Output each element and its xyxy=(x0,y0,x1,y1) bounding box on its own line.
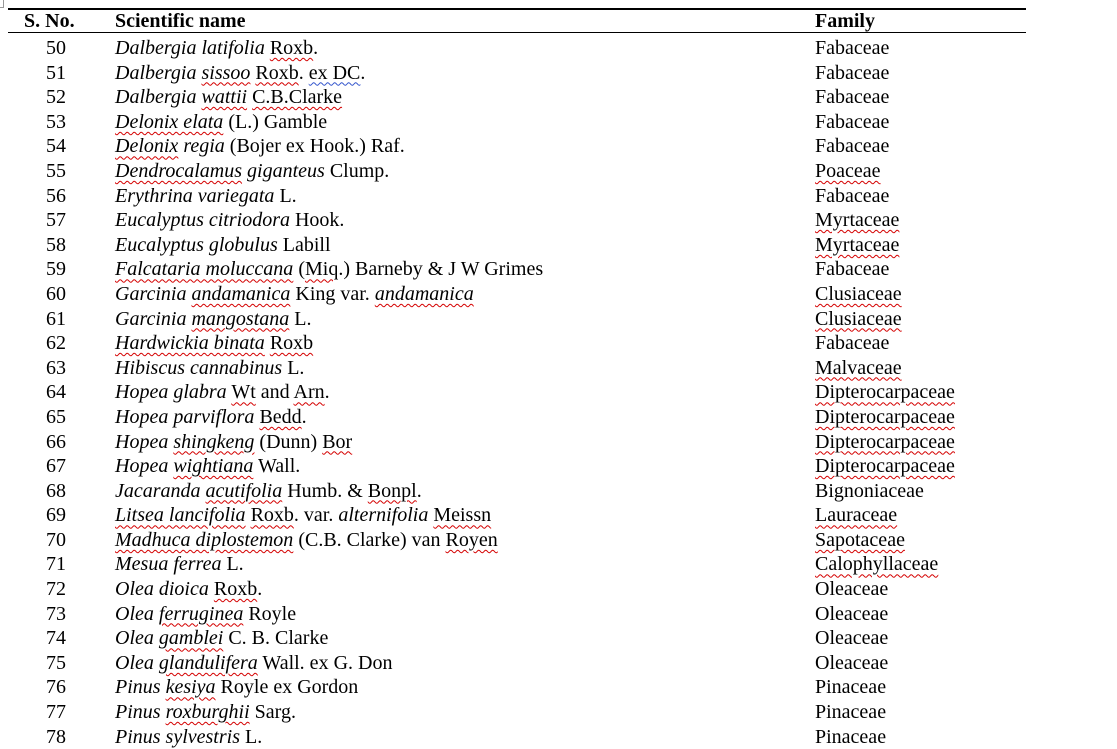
family-name: Fabaceae xyxy=(815,184,890,207)
table-row xyxy=(8,134,1026,159)
name-part: Litsea lancifolia xyxy=(115,504,246,527)
table-row xyxy=(8,110,1026,135)
row-number: 53 xyxy=(46,110,66,133)
table-row xyxy=(8,184,1026,209)
name-part: Roxb xyxy=(255,61,299,84)
scientific-name xyxy=(115,356,304,381)
family-name: Sapotaceae xyxy=(815,528,905,551)
name-part: sissoo xyxy=(201,61,251,84)
family-name: Oleaceae xyxy=(815,651,889,674)
row-number: 65 xyxy=(46,405,66,428)
row-number: 58 xyxy=(46,233,66,256)
name-part: Pinus xyxy=(115,676,166,699)
name-part: regia xyxy=(178,135,225,158)
name-part: L. xyxy=(221,553,244,576)
table-row xyxy=(8,651,1026,676)
name-part: Madhuca diplostemon xyxy=(115,528,294,551)
name-part: . xyxy=(360,61,366,84)
scientific-name xyxy=(115,552,244,577)
name-part: Hopea glabra xyxy=(115,381,227,404)
row-number: 73 xyxy=(46,602,66,625)
row-number: 74 xyxy=(46,627,66,650)
family-name: Myrtaceae xyxy=(815,209,900,232)
name-part: alternifolia xyxy=(338,504,429,527)
row-number: 56 xyxy=(46,184,66,207)
name-part: . xyxy=(313,37,319,59)
name-part: Hardwickia binata xyxy=(115,332,265,355)
scientific-name xyxy=(115,36,318,61)
scientific-name xyxy=(115,233,331,258)
scientific-name xyxy=(115,602,296,627)
name-part: acutifolia xyxy=(205,479,283,502)
table-body xyxy=(8,33,1026,749)
name-part: Falcataria moluccana xyxy=(115,258,294,281)
scientific-name xyxy=(115,208,344,233)
row-number: 70 xyxy=(46,528,66,551)
name-part: andamanica xyxy=(374,282,474,305)
name-part: King var. xyxy=(290,282,375,305)
name-part: (Dunn) xyxy=(254,430,323,453)
scientific-name xyxy=(115,675,358,700)
row-number: 67 xyxy=(46,455,66,478)
name-part: . xyxy=(324,381,330,404)
name-part: Meissn xyxy=(433,504,492,527)
page-corner-mark xyxy=(0,7,4,8)
name-part: glandulifera xyxy=(158,651,258,674)
table-row xyxy=(8,528,1026,553)
name-part: Garcinia xyxy=(115,307,192,330)
family-name: Fabaceae xyxy=(815,37,890,59)
table-row xyxy=(8,380,1026,405)
row-number: 61 xyxy=(46,307,66,330)
table-row xyxy=(8,602,1026,627)
row-number: 71 xyxy=(46,553,66,576)
name-part: L. xyxy=(274,184,297,207)
name-part: ex DC xyxy=(308,61,361,84)
table-row xyxy=(8,552,1026,577)
family-name: Oleaceae xyxy=(815,627,889,650)
name-part: . xyxy=(416,479,422,502)
header-scientific-name: Scientific name xyxy=(115,10,246,32)
family-name: Pinaceae xyxy=(815,725,887,748)
name-part: Bor xyxy=(322,430,353,453)
table-row xyxy=(8,61,1026,86)
name-part: Humb. & xyxy=(282,479,368,502)
row-number: 72 xyxy=(46,578,66,601)
row-number: 64 xyxy=(46,381,66,404)
name-part: Roxb xyxy=(250,504,294,527)
scientific-name xyxy=(115,159,389,184)
family-name: Pinaceae xyxy=(815,701,887,724)
name-part: L. xyxy=(240,725,263,748)
scientific-name xyxy=(115,61,365,86)
family-name: Dipterocarpaceae xyxy=(815,405,955,428)
row-number: 68 xyxy=(46,479,66,502)
table-row xyxy=(8,233,1026,258)
row-number: 51 xyxy=(46,61,66,84)
name-part: Royle ex Gordon xyxy=(215,676,359,699)
table-row xyxy=(8,85,1026,110)
name-part: Pinus xyxy=(115,701,166,724)
name-part: Royen xyxy=(445,528,498,551)
name-part: Eucalyptus citriodora xyxy=(115,209,290,232)
row-number: 77 xyxy=(46,701,66,724)
name-part: Dalbergia latifolia xyxy=(115,37,265,59)
header-sno: S. No. xyxy=(24,10,75,32)
header-family: Family xyxy=(815,10,875,32)
table-row xyxy=(8,356,1026,381)
row-number: 66 xyxy=(46,430,66,453)
family-name: Fabaceae xyxy=(815,135,890,158)
scientific-name xyxy=(115,626,328,651)
name-part: Olea xyxy=(115,602,159,625)
name-part: Jacaranda xyxy=(115,479,206,502)
name-part: Eucalyptus globulus xyxy=(115,233,278,256)
scientific-name xyxy=(115,430,352,455)
family-name: Oleaceae xyxy=(815,602,889,625)
scientific-name xyxy=(115,85,342,110)
row-number: 54 xyxy=(46,135,66,158)
scientific-name xyxy=(115,454,300,479)
family-name: Clusiaceae xyxy=(815,282,902,305)
row-number: 63 xyxy=(46,356,66,379)
name-part: Olea xyxy=(115,651,159,674)
name-part: Arn xyxy=(293,381,325,404)
row-number: 52 xyxy=(46,86,66,109)
scientific-name xyxy=(115,184,297,209)
family-name: Dipterocarpaceae xyxy=(815,455,955,478)
name-part: Olea dioica xyxy=(115,578,209,601)
scientific-name xyxy=(115,479,422,504)
table-header xyxy=(8,10,1026,32)
row-number: 75 xyxy=(46,651,66,674)
scientific-name xyxy=(115,503,491,528)
name-part: . xyxy=(298,61,309,84)
name-part: . xyxy=(257,578,263,601)
name-part: and xyxy=(255,381,294,404)
name-part: Clump. xyxy=(324,159,390,182)
row-number: 62 xyxy=(46,332,66,355)
table-row xyxy=(8,626,1026,651)
name-part: Hook. xyxy=(289,209,345,232)
scientific-name xyxy=(115,405,307,430)
name-part: Delonix elata xyxy=(115,110,224,133)
name-part: Roxb xyxy=(213,578,258,601)
row-number: 59 xyxy=(46,258,66,281)
name-part: Royle xyxy=(243,602,297,625)
scientific-name xyxy=(115,307,312,332)
name-part: ferruginea xyxy=(158,602,244,625)
name-part: (Bojer ex Hook.) Raf. xyxy=(224,135,405,158)
name-part: . xyxy=(301,405,307,428)
scientific-name xyxy=(115,700,296,725)
row-number: 78 xyxy=(46,725,66,748)
row-number: 55 xyxy=(46,159,66,182)
name-part: L. xyxy=(282,356,305,379)
name-part: Dalbergia xyxy=(115,86,202,109)
row-number: 50 xyxy=(46,37,66,59)
table-row xyxy=(8,700,1026,725)
table-row xyxy=(8,675,1026,700)
scientific-name xyxy=(115,134,405,159)
name-part: Wt xyxy=(231,381,256,404)
family-name: Lauraceae xyxy=(815,504,898,527)
name-part: Wall. ex G. Don xyxy=(257,651,393,674)
name-part: Roxb xyxy=(269,37,314,59)
table-row xyxy=(8,725,1026,749)
name-part: C.B.Clarke xyxy=(252,86,343,109)
family-name: Malvaceae xyxy=(815,356,902,379)
row-number: 57 xyxy=(46,209,66,232)
name-part: Sarg. xyxy=(249,701,296,724)
scientific-name xyxy=(115,380,330,405)
scientific-name xyxy=(115,282,474,307)
name-part: .) Barneby & J W Grimes xyxy=(338,258,544,281)
scientific-name xyxy=(115,528,498,553)
family-name: Fabaceae xyxy=(815,61,890,84)
name-part: Miq xyxy=(304,258,339,281)
family-name: Oleaceae xyxy=(815,578,889,601)
name-part: Bedd xyxy=(259,405,302,428)
scientific-name xyxy=(115,725,262,749)
table-row xyxy=(8,307,1026,332)
scientific-name xyxy=(115,651,392,676)
table-row xyxy=(8,405,1026,430)
family-name: Dipterocarpaceae xyxy=(815,430,955,453)
family-name: Fabaceae xyxy=(815,332,890,355)
table-row xyxy=(8,503,1026,528)
name-part: Delonix xyxy=(115,135,179,158)
family-name: Dipterocarpaceae xyxy=(815,381,955,404)
table-row xyxy=(8,159,1026,184)
family-name: Fabaceae xyxy=(815,86,890,109)
row-number: 69 xyxy=(46,504,66,527)
name-part: Hopea xyxy=(115,430,174,453)
name-part: Hibiscus cannabinus xyxy=(115,356,283,379)
name-part: Olea xyxy=(115,627,159,650)
family-name: Fabaceae xyxy=(815,258,890,281)
name-part: Bonpl xyxy=(367,479,417,502)
name-part: giganteus xyxy=(242,159,325,182)
family-name: Myrtaceae xyxy=(815,233,900,256)
name-part: Labill xyxy=(277,233,331,256)
name-part: L. xyxy=(289,307,312,330)
table-row xyxy=(8,36,1026,61)
name-part: gamblei xyxy=(158,627,224,650)
scientific-name xyxy=(115,257,543,282)
table-row xyxy=(8,282,1026,307)
scientific-name xyxy=(115,331,313,356)
name-part: shingkeng xyxy=(173,430,255,453)
table-row xyxy=(8,257,1026,282)
table-row xyxy=(8,577,1026,602)
family-name: Poaceae xyxy=(815,159,881,182)
table-row xyxy=(8,430,1026,455)
name-part: . var. xyxy=(293,504,339,527)
scientific-name xyxy=(115,110,327,135)
name-part: (L.) Gamble xyxy=(223,110,328,133)
family-name: Fabaceae xyxy=(815,110,890,133)
table-row xyxy=(8,479,1026,504)
name-part: Hopea xyxy=(115,455,174,478)
table-row xyxy=(8,208,1026,233)
family-name: Pinaceae xyxy=(815,676,887,699)
name-part: Hopea parviflora xyxy=(115,405,255,428)
name-part: kesiya xyxy=(165,676,216,699)
name-part: wightiana xyxy=(173,455,254,478)
name-part: (C.B. Clarke) van xyxy=(293,528,446,551)
row-number: 76 xyxy=(46,676,66,699)
name-part: Wall. xyxy=(253,455,301,478)
name-part: wattii xyxy=(201,86,248,109)
name-part: Pinus sylvestris xyxy=(115,725,240,748)
family-name: Calophyllaceae xyxy=(815,553,939,576)
name-part: roxburghii xyxy=(165,701,250,724)
family-name: Clusiaceae xyxy=(815,307,902,330)
table-row xyxy=(8,454,1026,479)
table-row xyxy=(8,331,1026,356)
scientific-name xyxy=(115,577,262,602)
name-part: mangostana xyxy=(191,307,290,330)
name-part: Dalbergia xyxy=(115,61,202,84)
row-number: 60 xyxy=(46,282,66,305)
family-name: Bignoniaceae xyxy=(815,479,924,502)
name-part: andamanica xyxy=(191,282,291,305)
name-part: Roxb xyxy=(269,332,314,355)
name-part: C. B. Clarke xyxy=(223,627,329,650)
species-table xyxy=(8,8,1026,749)
name-part: Erythrina variegata xyxy=(115,184,275,207)
name-part: Mesua ferrea xyxy=(115,553,222,576)
name-part: Dendrocalamus xyxy=(115,159,243,182)
name-part: ( xyxy=(293,258,305,281)
name-part: Garcinia xyxy=(115,282,192,305)
